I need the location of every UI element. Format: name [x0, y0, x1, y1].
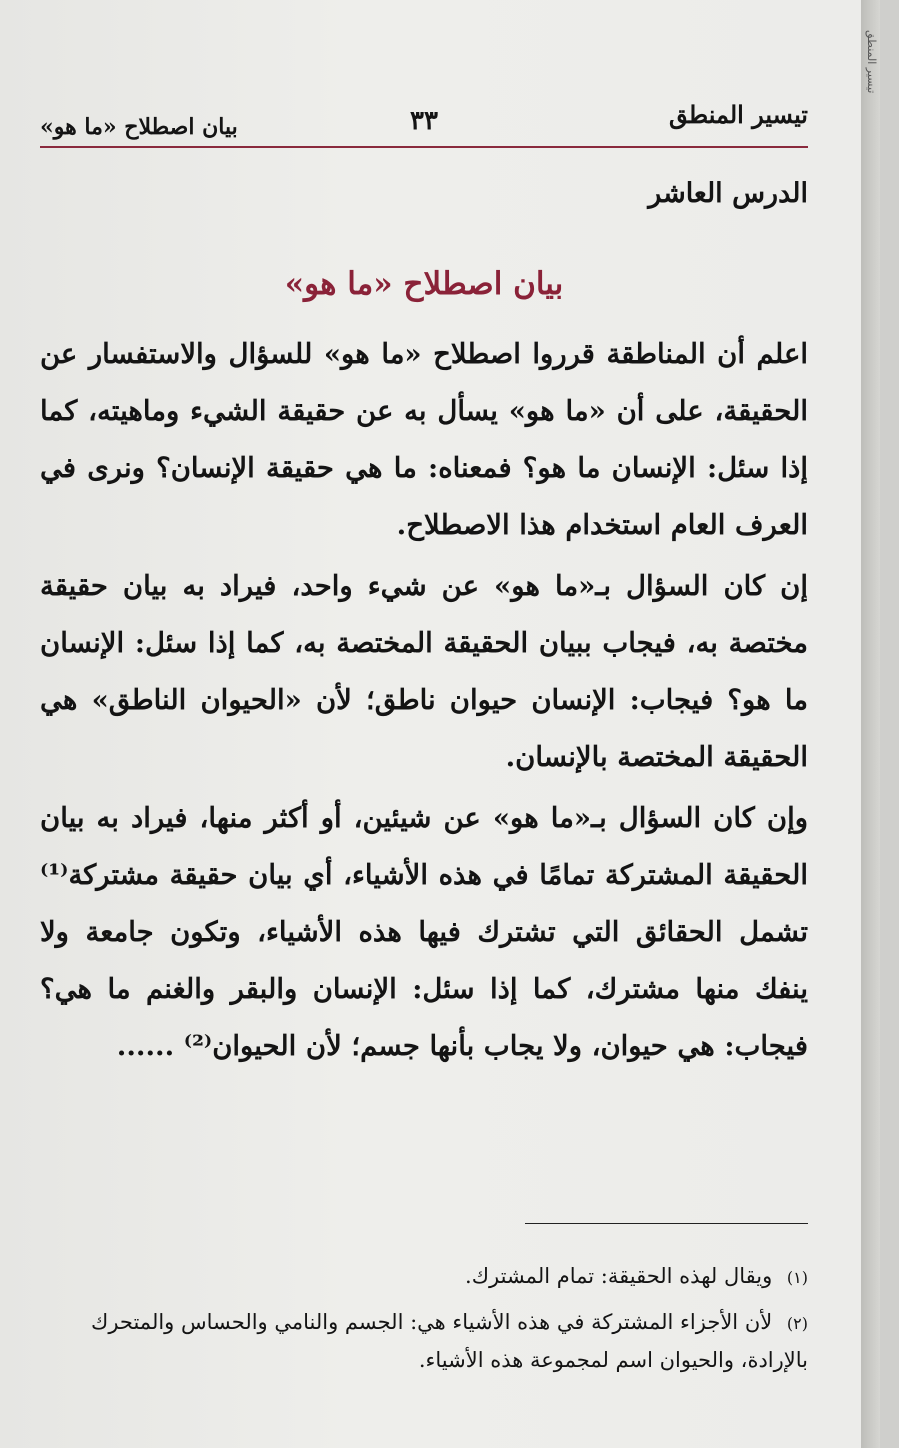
main-text [40, 326, 808, 1075]
book-spine [861, 0, 880, 1448]
footnotes [30, 1258, 808, 1386]
footnote-number: (٢) [786, 1314, 808, 1333]
running-section-title: بيان اصطلاح «ما هو» [40, 114, 238, 140]
footnote [30, 1304, 808, 1378]
running-book-title: تيسير المنطق [669, 100, 808, 129]
paragraph: وإن كان السؤال بـ«ما هو» عن شيئين، أو أكثر منها، فيراد به بيان الحقيقة المشتركة تمامًا في هذه الأشياء، أي بيان حقيقة مشتركة⁽¹⁾ تشمل الحقائق التي تشترك فيها هذه الأشياء، وتكون جامعة ولا ينفك منها مشترك، كما إذا سئل: الإنسان والبقر والغنم ما هي؟ فيجاب: هي حيوان، ولا يجاب بأنها جسم؛ لأن الحيوان⁽²⁾ ...... [40, 802, 808, 1062]
footnote [30, 1258, 808, 1296]
paragraph: اعلم أن المناطقة قرروا اصطلاح «ما هو» للسؤال والاستفسار عن الحقيقة، على أن «ما هو» يسأل به عن حقيقة الشيء وماهيته، كما إذا سئل: الإنسان ما هو؟ فمعناه: ما هي حقيقة الإنسان؟ ونرى في العرف العام استخدام هذا الاصطلاح. [40, 338, 808, 541]
footnote-divider [525, 1223, 808, 1224]
page-header [40, 100, 808, 148]
page-number: ٣٣ [410, 106, 438, 136]
footnote-text: لأن الأجزاء المشتركة في هذه الأشياء هي: الجسم والنامي والحساس والمتحرك بالإرادة، والحيوان اسم لمجموعة هذه الأشياء. [91, 1310, 808, 1372]
footnote-text: ويقال لهذه الحقيقة: تمام المشترك. [465, 1264, 773, 1288]
topic-heading: بيان اصطلاح «ما هو» [284, 266, 564, 302]
paragraph: إن كان السؤال بـ«ما هو» عن شيء واحد، فيراد به بيان حقيقة مختصة به، فيجاب ببيان الحقيقة المختصة به، كما إذا سئل: الإنسان ما هو؟ فيجاب: الإنسان حيوان ناطق؛ لأن «الحيوان الناطق» هي الحقيقة المختصة بالإنسان. [40, 570, 808, 773]
footnote-number: (١) [786, 1268, 808, 1287]
lesson-heading: الدرس العاشر [648, 178, 808, 209]
spine-title: تيسير المنطق [865, 30, 878, 94]
